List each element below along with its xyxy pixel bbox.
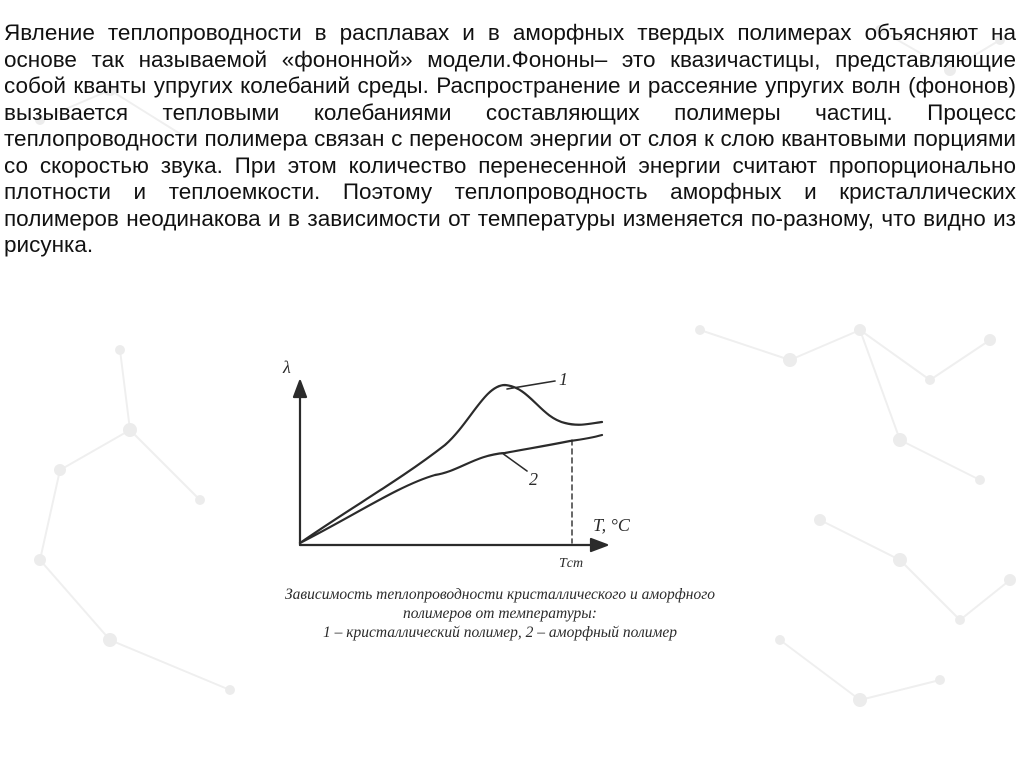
curve-1-leader <box>507 381 555 389</box>
curve-2-label: 2 <box>529 469 538 489</box>
y-axis-arrow <box>294 381 306 397</box>
figure-diagram <box>195 345 805 585</box>
caption-line-2: полимеров от температуры: <box>403 605 597 622</box>
x-axis-label: T, °C <box>593 515 630 535</box>
y-axis-label: λ <box>283 357 291 377</box>
curve-2-leader <box>502 453 527 471</box>
x-mark-label: Tст <box>559 556 584 571</box>
curve-1-label: 1 <box>559 369 568 389</box>
thermal-conductivity-figure <box>195 345 805 660</box>
caption-line-3: 1 – кристаллический полимер, 2 – аморфный полимер <box>322 624 678 641</box>
caption-line-1: Зависимость теплопроводности кристаллического и аморфного <box>284 586 716 603</box>
figure-caption <box>195 585 805 642</box>
curve-2-amorphous <box>300 435 602 543</box>
body-paragraph: Явление теплопроводности в расплавах и в аморфных твердых полимерах объясняют на основе так называемой «фононной» модели.Фононы– это квазичастицы, представляющие собой кванты упругих колебаний среды. Распространение и рассеяние упругих волн (фононов) вызывается тепловыми колебаниями составляющих полимеры частиц. Процесс теплопроводности полимера связан с переносом энергии от слоя к слою квантовыми порциями со скоростью звука. При этом количество перенесенной энергии считают пропорционально плотности и теплоемкости. Поэтому теплопроводность аморфных и кристаллических полимеров неодинакова и в зависимости от температуры изменяется по-разному, что видно из рисунка. <box>4 20 1016 257</box>
x-axis-arrow <box>591 539 607 551</box>
